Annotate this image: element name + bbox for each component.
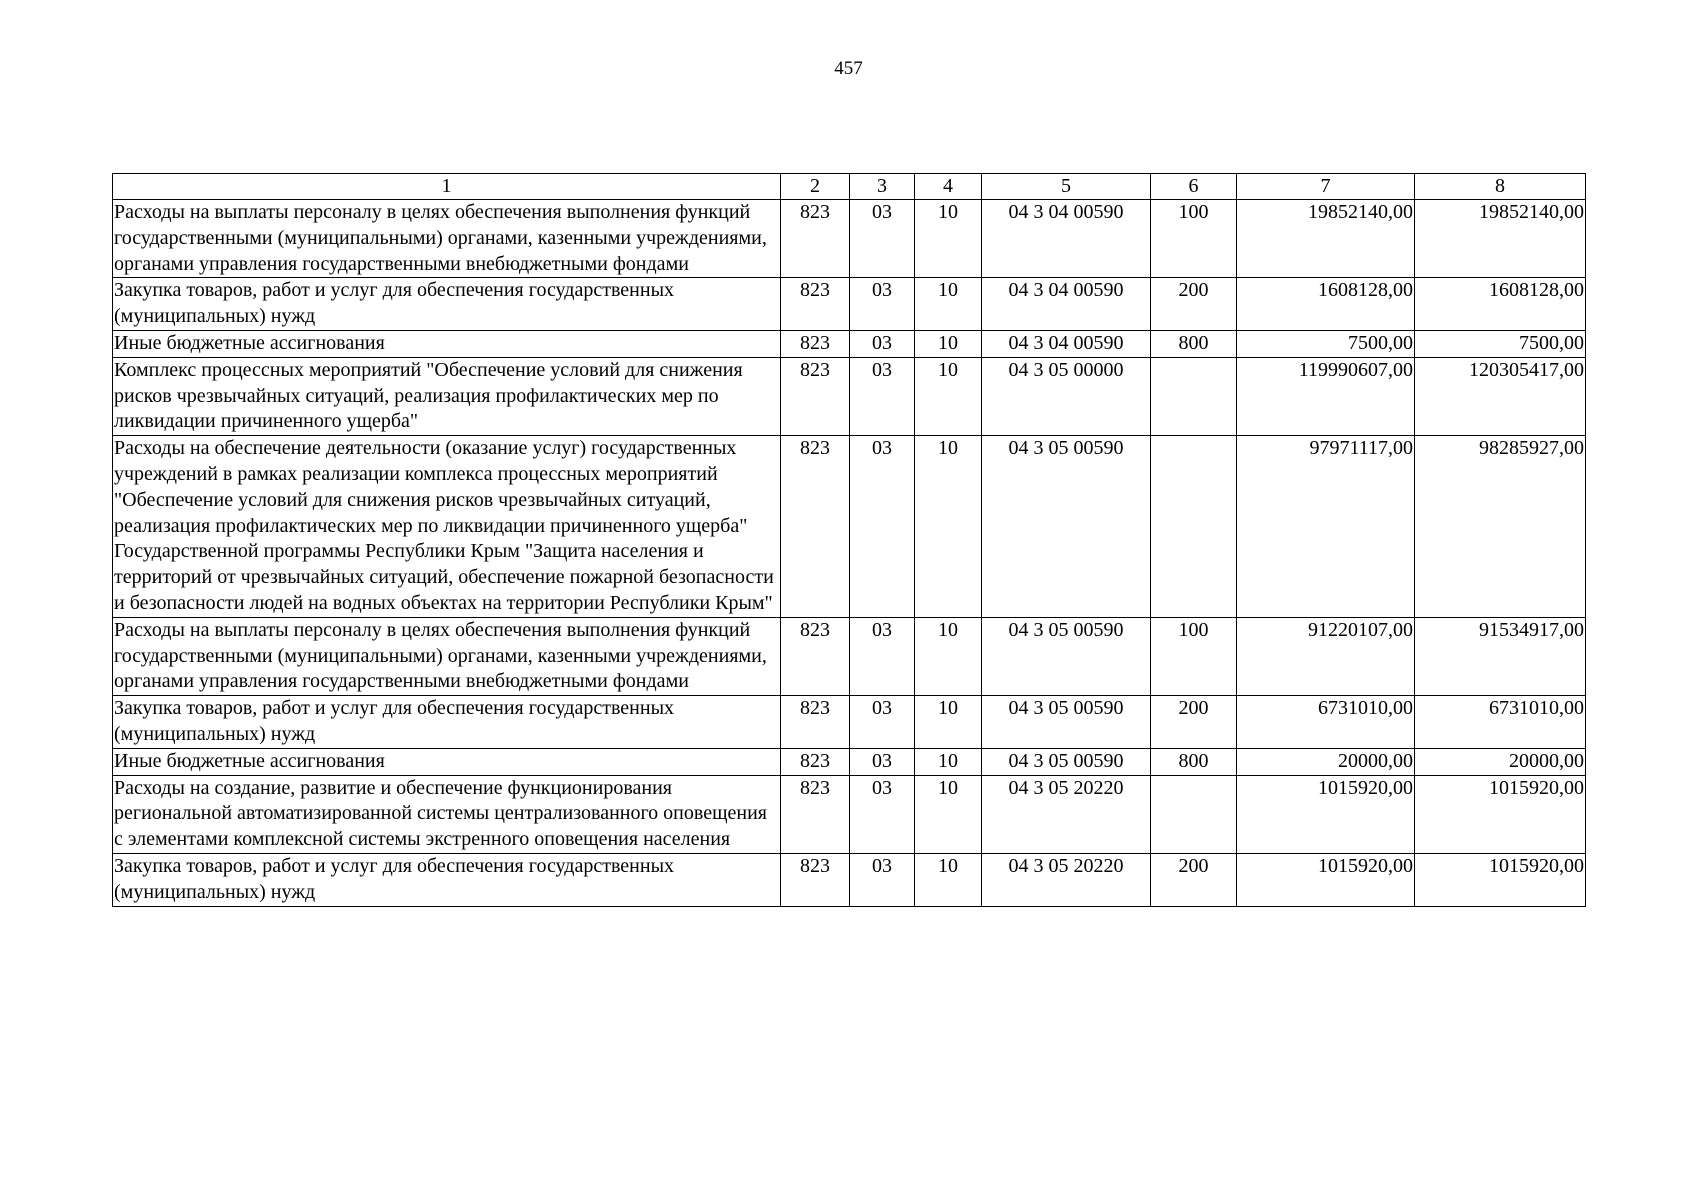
column-header-5: 5: [982, 174, 1151, 200]
page-number: 457: [834, 58, 863, 79]
subsection-code-cell: 10: [915, 330, 982, 357]
column-header-3: 3: [850, 174, 915, 200]
amount-col7-cell: 119990607,00: [1237, 357, 1415, 435]
expense-name-cell: Закупка товаров, работ и услуг для обеспечения государственных (муниципальных) нужд: [113, 853, 781, 906]
expense-name-cell: Иные бюджетные ассигнования: [113, 330, 781, 357]
subsection-code-cell: 10: [915, 617, 982, 695]
expense-type-cell: 100: [1151, 200, 1237, 278]
amount-col8-cell: 91534917,00: [1415, 617, 1586, 695]
amount-col8-cell: 1608128,00: [1415, 278, 1586, 331]
amount-col7-cell: 19852140,00: [1237, 200, 1415, 278]
ministry-code-cell: 823: [781, 330, 850, 357]
table-row: [113, 853, 1586, 906]
target-article-cell: 04 3 05 00590: [982, 696, 1151, 749]
expense-name-cell: Расходы на выплаты персоналу в целях обеспечения выполнения функций государственными (муниципальными) органами, казенными учреждениями, органами управления государственными внебюджетными фондами: [113, 617, 781, 695]
subsection-code-cell: 10: [915, 775, 982, 853]
table-row: [113, 436, 1586, 618]
amount-col7-cell: 1015920,00: [1237, 775, 1415, 853]
table-row: [113, 748, 1586, 775]
subsection-code-cell: 10: [915, 748, 982, 775]
ministry-code-cell: 823: [781, 775, 850, 853]
table-row: [113, 357, 1586, 435]
ministry-code-cell: 823: [781, 200, 850, 278]
column-header-4: 4: [915, 174, 982, 200]
target-article-cell: 04 3 05 20220: [982, 853, 1151, 906]
table-row: [113, 330, 1586, 357]
table-row: [113, 200, 1586, 278]
target-article-cell: 04 3 05 00590: [982, 436, 1151, 618]
column-header-6: 6: [1151, 174, 1237, 200]
amount-col8-cell: 1015920,00: [1415, 853, 1586, 906]
amount-col8-cell: 7500,00: [1415, 330, 1586, 357]
amount-col7-cell: 91220107,00: [1237, 617, 1415, 695]
table-row: [113, 278, 1586, 331]
subsection-code-cell: 10: [915, 436, 982, 618]
ministry-code-cell: 823: [781, 696, 850, 749]
section-code-cell: 03: [850, 278, 915, 331]
amount-col7-cell: 1608128,00: [1237, 278, 1415, 331]
amount-col7-cell: 20000,00: [1237, 748, 1415, 775]
expense-type-cell: 800: [1151, 330, 1237, 357]
target-article-cell: 04 3 04 00590: [982, 200, 1151, 278]
ministry-code-cell: 823: [781, 357, 850, 435]
section-code-cell: 03: [850, 436, 915, 618]
column-header-1: 1: [113, 174, 781, 200]
expense-name-cell: Расходы на обеспечение деятельности (оказание услуг) государственных учреждений в рамках реализации комплекса процессных мероприятий "Обеспечение условий для снижения рисков чрезвычайных ситуаций, реализация профилактических мер по ликвидации причиненного ущерба" Государственной программы Республики Крым "Защита населения и территорий от чрезвычайных ситуаций, обеспечение пожарной безопасности и безопасности людей на водных объектах на территории Республики Крым": [113, 436, 781, 618]
section-code-cell: 03: [850, 853, 915, 906]
amount-col8-cell: 98285927,00: [1415, 436, 1586, 618]
table-row: [113, 617, 1586, 695]
subsection-code-cell: 10: [915, 200, 982, 278]
column-header-8: 8: [1415, 174, 1586, 200]
target-article-cell: 04 3 05 20220: [982, 775, 1151, 853]
amount-col7-cell: 97971117,00: [1237, 436, 1415, 618]
section-code-cell: 03: [850, 357, 915, 435]
target-article-cell: 04 3 05 00000: [982, 357, 1151, 435]
amount-col8-cell: 6731010,00: [1415, 696, 1586, 749]
expense-name-cell: Расходы на создание, развитие и обеспечение функционирования региональной автоматизированной системы централизованного оповещения с элементами комплексной системы экстренного оповещения населения: [113, 775, 781, 853]
header-row: [113, 174, 1586, 200]
expense-name-cell: Расходы на выплаты персоналу в целях обеспечения выполнения функций государственными (муниципальными) органами, казенными учреждениями, органами управления государственными внебюджетными фондами: [113, 200, 781, 278]
amount-col7-cell: 6731010,00: [1237, 696, 1415, 749]
amount-col8-cell: 19852140,00: [1415, 200, 1586, 278]
ministry-code-cell: 823: [781, 748, 850, 775]
expense-name-cell: Комплекс процессных мероприятий "Обеспечение условий для снижения рисков чрезвычайных ситуаций, реализация профилактических мер по ликвидации причиненного ущерба": [113, 357, 781, 435]
column-header-2: 2: [781, 174, 850, 200]
expense-type-cell: 200: [1151, 853, 1237, 906]
budget-table: [112, 173, 1586, 907]
amount-col7-cell: 7500,00: [1237, 330, 1415, 357]
table-row: [113, 775, 1586, 853]
amount-col8-cell: 120305417,00: [1415, 357, 1586, 435]
expense-type-cell: 100: [1151, 617, 1237, 695]
subsection-code-cell: 10: [915, 853, 982, 906]
target-article-cell: 04 3 04 00590: [982, 278, 1151, 331]
expense-type-cell: 800: [1151, 748, 1237, 775]
section-code-cell: 03: [850, 617, 915, 695]
expense-type-cell: [1151, 775, 1237, 853]
subsection-code-cell: 10: [915, 278, 982, 331]
section-code-cell: 03: [850, 696, 915, 749]
ministry-code-cell: 823: [781, 617, 850, 695]
expense-type-cell: 200: [1151, 278, 1237, 331]
amount-col8-cell: 1015920,00: [1415, 775, 1586, 853]
section-code-cell: 03: [850, 330, 915, 357]
column-header-7: 7: [1237, 174, 1415, 200]
expense-name-cell: Иные бюджетные ассигнования: [113, 748, 781, 775]
amount-col8-cell: 20000,00: [1415, 748, 1586, 775]
target-article-cell: 04 3 05 00590: [982, 748, 1151, 775]
expense-type-cell: [1151, 436, 1237, 618]
table-row: [113, 696, 1586, 749]
section-code-cell: 03: [850, 748, 915, 775]
target-article-cell: 04 3 05 00590: [982, 617, 1151, 695]
expense-type-cell: [1151, 357, 1237, 435]
amount-col7-cell: 1015920,00: [1237, 853, 1415, 906]
target-article-cell: 04 3 04 00590: [982, 330, 1151, 357]
expense-type-cell: 200: [1151, 696, 1237, 749]
ministry-code-cell: 823: [781, 278, 850, 331]
subsection-code-cell: 10: [915, 696, 982, 749]
ministry-code-cell: 823: [781, 853, 850, 906]
expense-name-cell: Закупка товаров, работ и услуг для обеспечения государственных (муниципальных) нужд: [113, 278, 781, 331]
ministry-code-cell: 823: [781, 436, 850, 618]
section-code-cell: 03: [850, 775, 915, 853]
subsection-code-cell: 10: [915, 357, 982, 435]
section-code-cell: 03: [850, 200, 915, 278]
expense-name-cell: Закупка товаров, работ и услуг для обеспечения государственных (муниципальных) нужд: [113, 696, 781, 749]
